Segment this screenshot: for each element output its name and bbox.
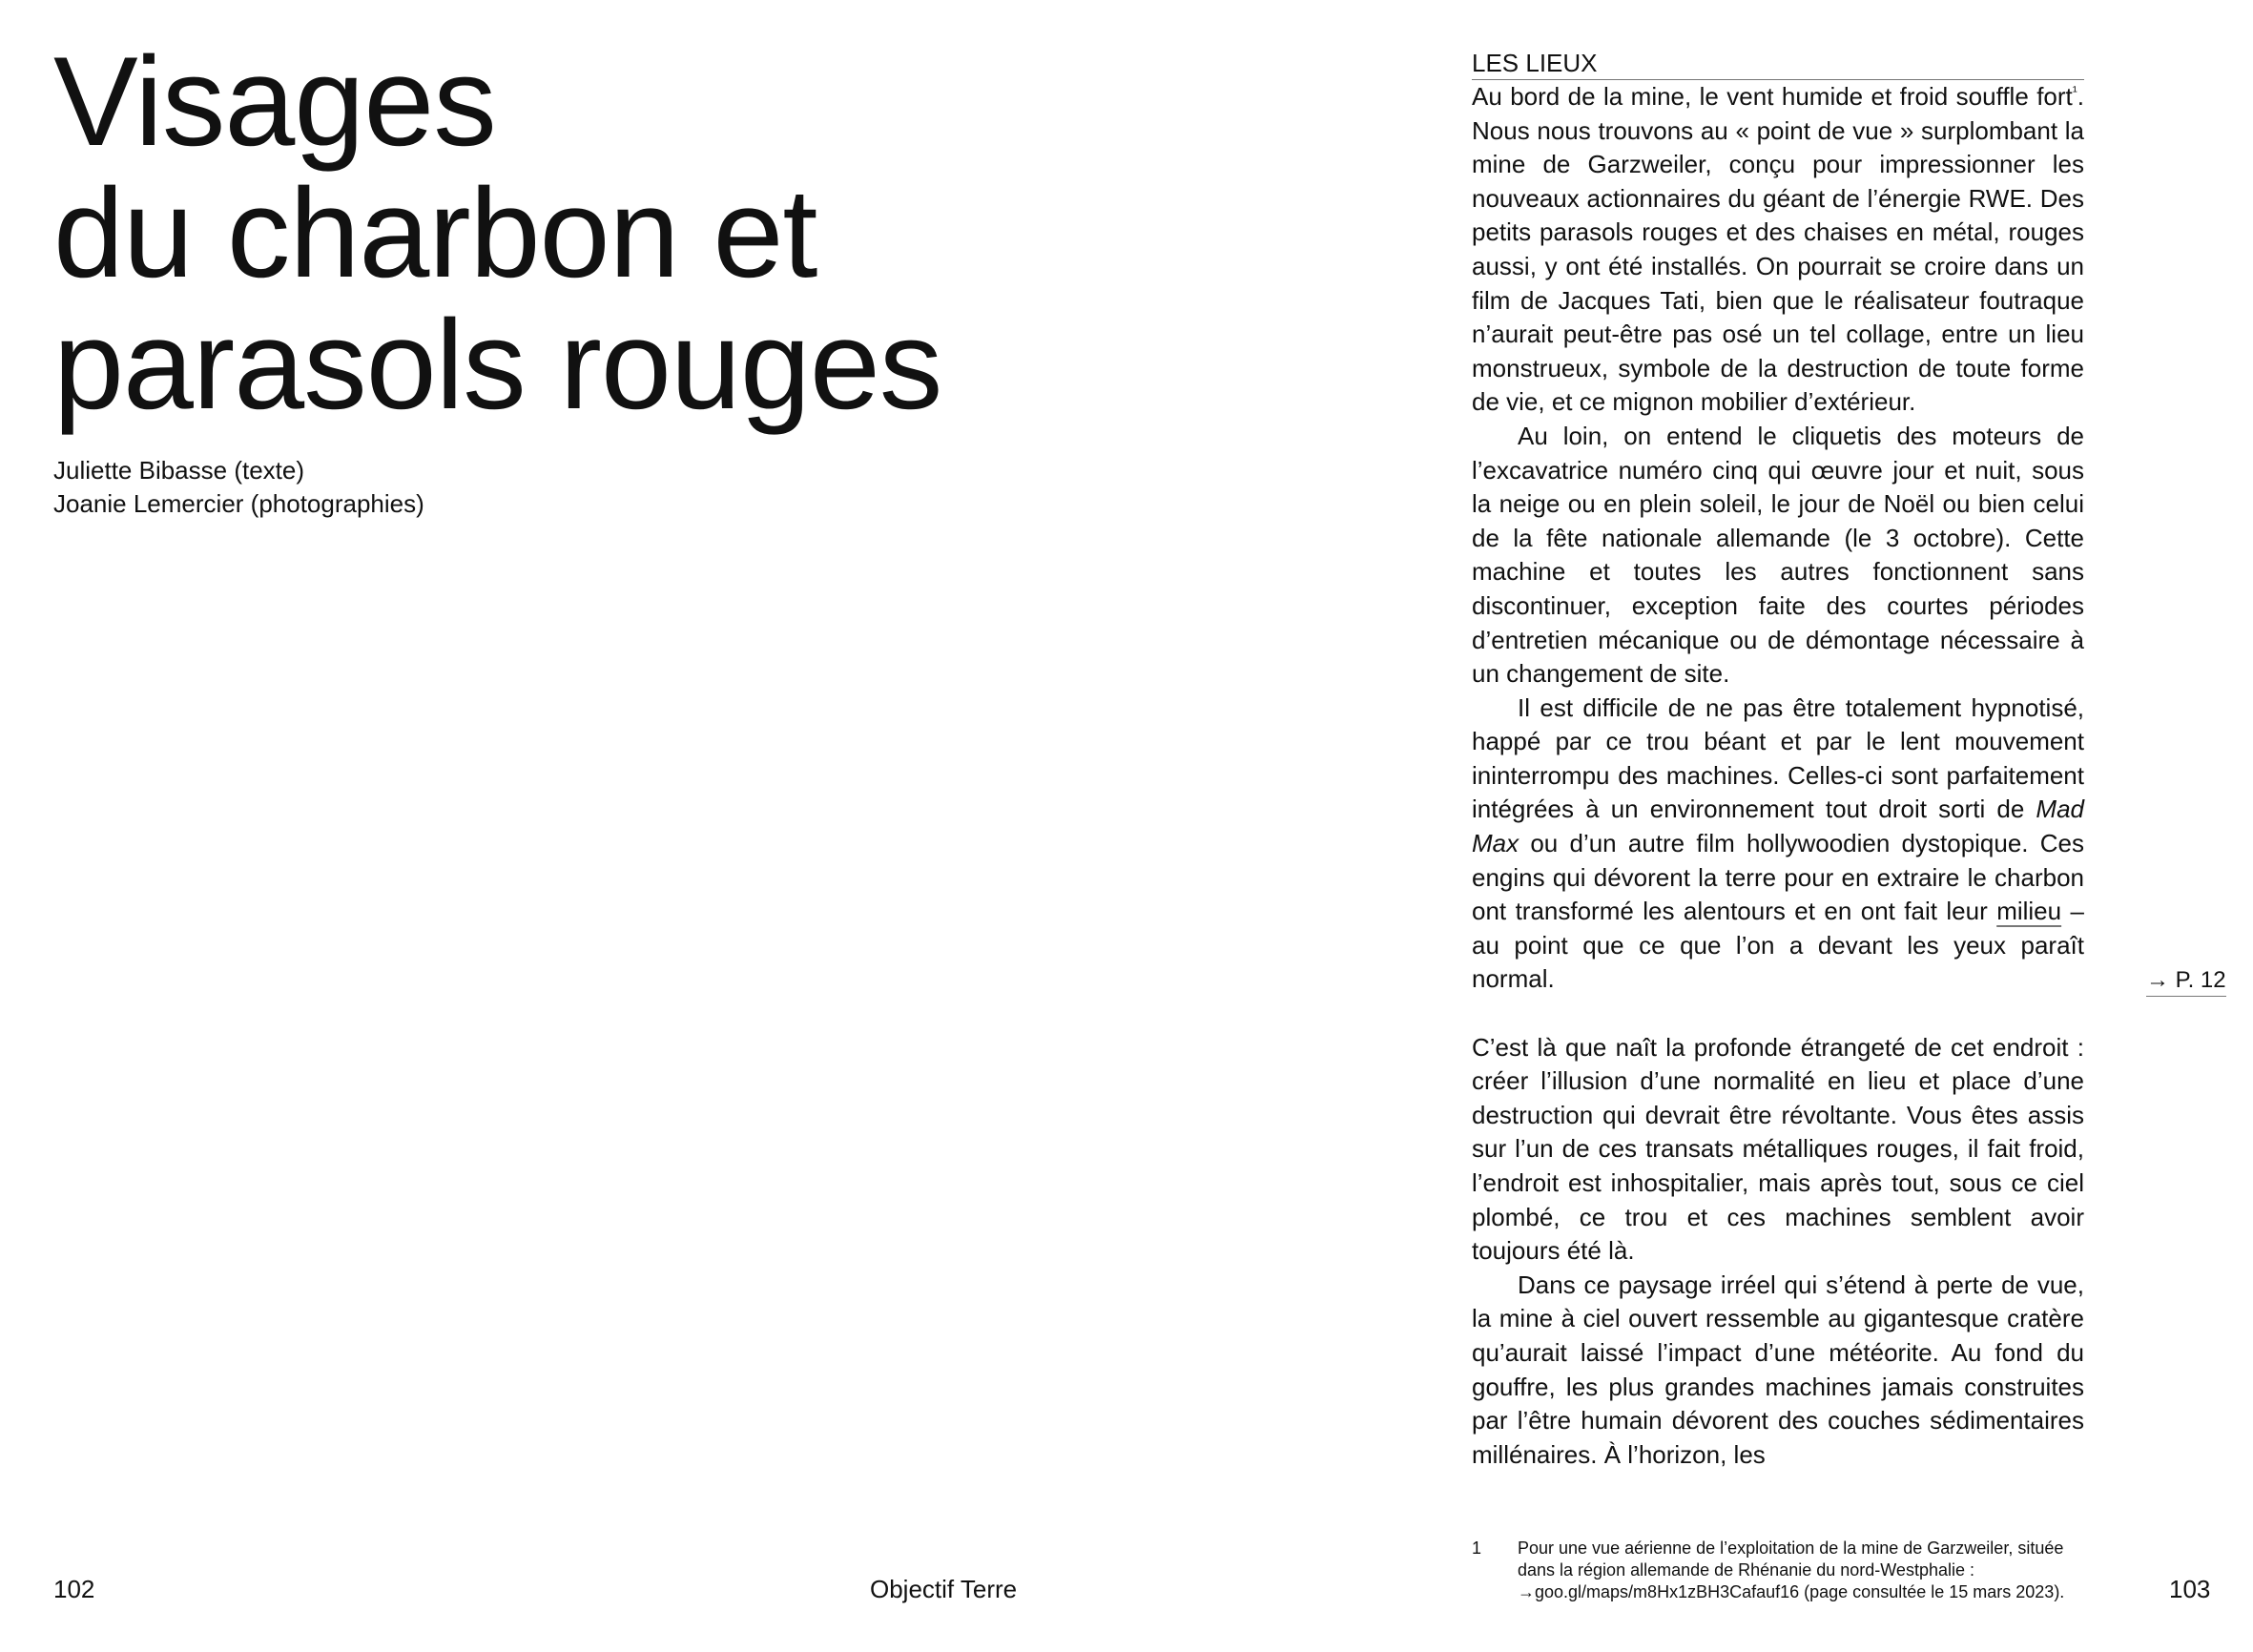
left-page	[0, 0, 1126, 1652]
article-credits	[53, 454, 424, 521]
credit-author-text: Juliette Bibasse (texte)	[53, 456, 305, 485]
paragraph: Il est difficile de ne pas être totalement hypnotisé, happé par ce trou béant et par le lent mouvement ininterrompu des machines. Celles-ci sont parfaitement intégrées à un environnement tout droit sorti de Mad Max ou d’un autre film hollywoodien dystopique. Ces engins qui dévorent la terre pour en extraire le charbon ont transformé les alentours et en ont fait leur milieu – au point que ce que l’on a devant les yeux paraît normal.	[1472, 692, 2084, 994]
section-label: LES LIEUX	[1472, 48, 2084, 80]
cross-reference-link[interactable]: → P. 12	[2146, 965, 2226, 997]
running-title: Objectif Terre	[870, 1575, 1018, 1603]
paragraph: Au loin, on entend le cliquetis des moteurs de l’excavatrice numéro cinq qui œuvre jour et nuit, sous la neige ou en plein soleil, le jour de Noël ou bien celui de la fête nationale allemande (le 3 octobre). Cette machine et toutes les autres fonctionnent sans discontinuer, exception faite des courtes périodes d’entretien mécanique ou de démontage nécessaire à un changement de site.	[1472, 421, 2084, 689]
paragraph: C’est là que naît la profonde étrangeté de cet endroit : créer l’illusion d’une normalité en lieu et place d’une destruction qui devrait être révoltante. Vous êtes assis sur l’un de ces transats métalliques rouges, il fait froid, l’endroit est inhospitalier, mais après tout, sous ce ciel plombé, ce trou et ces machines semblent avoir toujours été là.	[1472, 1032, 2084, 1266]
title-line: du charbon et	[53, 163, 817, 304]
footnote	[1472, 1538, 2084, 1603]
page-number-right: 103	[2169, 1575, 2211, 1603]
article-body	[1472, 80, 2084, 1472]
title-line: parasols rouges	[53, 295, 942, 436]
credit-author-photos: Joanie Lemercier (photographies)	[53, 489, 424, 518]
film-title: Mad Max	[1472, 795, 2084, 858]
glossary-link-milieu[interactable]: milieu	[1996, 897, 2062, 926]
article-title	[53, 31, 942, 436]
footnote-marker[interactable]: ¹	[2072, 83, 2077, 100]
page-number-left: 102	[53, 1575, 95, 1603]
footnote-text: Pour une vue aérienne de l’exploitation de la mine de Garzweiler, située dans la région allemande de Rhénanie du nord-Westphalie : →goo.gl/maps/m8Hx1zBH3Cafauf16 (page consultée le 15 mars 2023).	[1518, 1538, 2065, 1601]
paragraph: Dans ce paysage irréel qui s’étend à perte de vue, la mine à ciel ouvert ressemble au gigantesque cratère qu’aurait laissé l’impact d’une météorite. Au fond du gouffre, les plus grandes machines jamais construites par l’être humain dévorent des couches sédimentaires millénaires. À l’horizon, les	[1472, 1270, 2084, 1469]
footnote-number: 1	[1472, 1538, 1482, 1558]
title-line: Visages	[53, 31, 496, 173]
paragraph: Au bord de la mine, le vent humide et froid souffle fort$^{^1}$. Nous nous trouvons au « point de vue » surplombant la mine de Garzweiler, conçu pour impressionner les nouveaux actionnaires du géant de l’énergie RWE. Des petits parasols rouges et des chaises en métal, rouges aussi, y ont été installés. On pourrait se croire dans un film de Jacques Tati, bien que le réalisateur foutraque n’aurait peut-être pas osé un tel collage, entre un lieu monstrueux, symbole de la destruction de toute forme de vie, et ce mignon mobilier d’extérieur.	[1472, 82, 2084, 417]
